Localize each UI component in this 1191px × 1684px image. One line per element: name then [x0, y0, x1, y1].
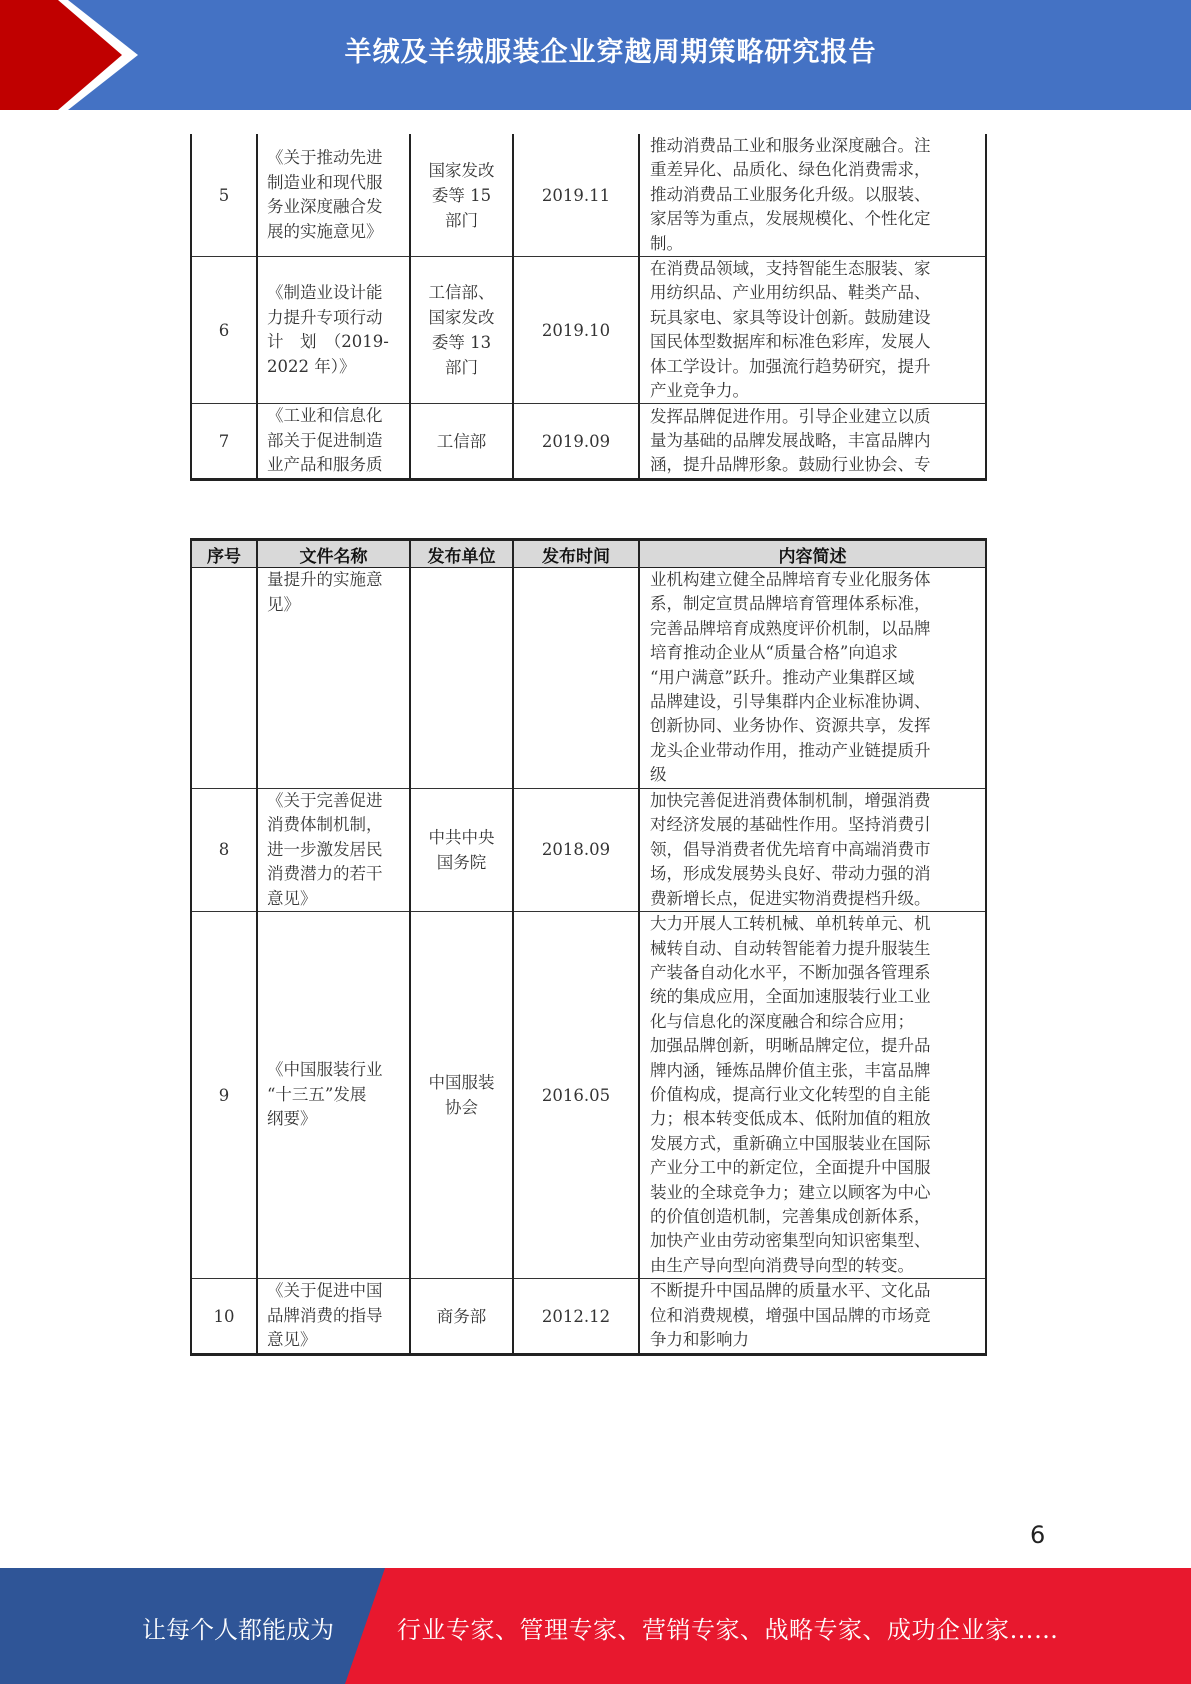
summary-line: 对经济发展的基础性作用。坚持消费引: [650, 815, 931, 835]
cell-summary: [639, 257, 986, 404]
table-row: [191, 404, 986, 480]
cell-date: 2019.11: [513, 134, 639, 257]
summary-line: 统的集成应用，全面加速服装行业工业: [650, 987, 931, 1007]
summary-line: 重差异化、品质化、绿色化消费需求，: [650, 160, 931, 180]
issuer-line: 国家发改: [428, 160, 495, 180]
summary-line: 加强品牌创新，明晰品牌定位，提升品: [650, 1036, 931, 1056]
summary-line: 培育推动企业从“质量合格”向追求: [650, 643, 898, 663]
cell-issuer: [410, 1279, 513, 1355]
summary-line: 龙头企业带动作用，推动产业链提质升: [650, 740, 931, 760]
cell-date: 2018.09: [513, 788, 639, 912]
summary-line: 争力和影响力: [650, 1330, 749, 1350]
summary-line: 系，制定宣贯品牌培育管理体系标准，: [650, 594, 931, 614]
summary-line: 品牌建设，引导集群内企业标准协调、: [650, 692, 931, 712]
document-name-line: 见》: [267, 594, 300, 614]
issuer-line: 国家发改: [428, 308, 495, 328]
document-name-line: 业产品和服务质: [267, 455, 383, 475]
cell-summary: [639, 788, 986, 912]
summary-line: 场，形成发展势头良好、带动力强的消: [650, 864, 931, 884]
document-name-line: 计 划 （2019-: [267, 332, 389, 352]
document-name-line: 务业深度融合发: [267, 197, 383, 217]
document-name-line: 《制造业设计能: [267, 283, 383, 303]
table-row: [191, 788, 986, 912]
cell-document-name: [257, 404, 410, 480]
policy-table: [190, 538, 987, 1356]
header-date: 发布时间: [513, 540, 639, 568]
cell-issuer: [410, 912, 513, 1279]
summary-line: 完善品牌培育成熟度评价机制，以品牌: [650, 618, 931, 638]
issuer-line: 工信部、: [428, 283, 495, 303]
summary-line: 产业分工中的新定位，全面提升中国服: [650, 1158, 931, 1178]
summary-line: 的价值创造机制，完善集成创新体系，: [650, 1207, 931, 1227]
header-unit: 发布单位: [410, 540, 513, 568]
summary-line: 大力开展人工转机械、单机转单元、机: [650, 914, 931, 934]
table-header-row: [191, 540, 986, 568]
summary-line: 量为基础的品牌发展战略，丰富品牌内: [650, 431, 931, 451]
summary-line: 加快产业由劳动密集型向知识密集型、: [650, 1231, 931, 1251]
cell-summary: [639, 134, 986, 257]
cell-issuer: [410, 257, 513, 404]
summary-line: 涵，提升品牌形象。鼓励行业协会、专: [650, 455, 931, 475]
document-name-line: 消费潜力的若干: [267, 864, 383, 884]
cell-document-name: [257, 568, 410, 789]
summary-line: 费新增长点，促进实物消费提档升级。: [650, 888, 931, 908]
summary-line: 推动消费品工业服务化升级。以服装、: [650, 184, 931, 204]
document-name-line: 《中国服装行业: [267, 1060, 383, 1080]
summary-line: 产业竞争力。: [650, 381, 749, 401]
document-name-line: 纲要》: [267, 1109, 317, 1129]
cell-date: 2016.05: [513, 912, 639, 1279]
summary-line: 用纺织品、产业用纺织品、鞋类产品、: [650, 283, 931, 303]
summary-line: 产装备自动化水平，不断加强各管理系: [650, 962, 931, 982]
cell-document-name: [257, 912, 410, 1279]
report-title: 羊绒及羊绒服装企业穿越周期策略研究报告: [344, 37, 877, 68]
header-desc: 内容简述: [639, 540, 986, 568]
summary-line: 不断提升中国品牌的质量水平、文化品: [650, 1281, 931, 1301]
issuer-line: 国务院: [436, 852, 487, 872]
table-row: [191, 134, 986, 257]
cell-num: 6: [191, 257, 257, 404]
issuer-line: 中国服装: [428, 1073, 495, 1093]
table-row: [191, 568, 986, 789]
summary-line: 械转自动、自动转智能着力提升服装生: [650, 938, 931, 958]
document-name-line: 《工业和信息化: [267, 406, 383, 426]
policy-table-continued: [190, 134, 987, 481]
header-num: 序号: [191, 540, 257, 568]
document-name-line: 《关于推动先进: [267, 148, 383, 168]
document-name-line: 品牌消费的指导: [267, 1305, 383, 1325]
summary-line: 业机构建立健全品牌培育专业化服务体: [650, 570, 931, 589]
summary-line: 发展方式，重新确立中国服装业在国际: [650, 1133, 931, 1153]
document-name-line: 进一步激发居民: [267, 839, 383, 859]
issuer-line: 工信部: [436, 431, 487, 451]
issuer-line: 委等 15: [431, 185, 492, 205]
summary-line: 牌内涵，锤炼品牌价值主张，丰富品牌: [650, 1060, 931, 1080]
summary-line: 玩具家电、家具等设计创新。鼓励建设: [650, 307, 931, 327]
document-name-line: “十三五”发展: [267, 1084, 367, 1104]
header-band: [0, 0, 1191, 110]
summary-line: 装业的全球竞争力；建立以顾客为中心: [650, 1182, 931, 1202]
cell-date: [513, 568, 639, 789]
footer-slogan-left: 让每个人都能成为: [142, 1616, 334, 1644]
table-row: [191, 1279, 986, 1355]
issuer-line: 中共中央: [428, 827, 495, 847]
table-row: [191, 257, 986, 404]
cell-date: 2012.12: [513, 1279, 639, 1355]
summary-line: 化与信息化的深度融合和综合应用；: [650, 1011, 914, 1031]
page-number: 6: [1030, 1521, 1046, 1549]
document-name-line: 《关于完善促进: [267, 790, 383, 810]
cell-num: 5: [191, 134, 257, 257]
summary-line: “用户满意”跃升。推动产业集群区域: [650, 667, 915, 687]
summary-line: 力；根本转变低成本、低附加值的粗放: [650, 1109, 931, 1129]
cell-summary: [639, 568, 986, 789]
summary-line: 位和消费规模，增强中国品牌的市场竞: [650, 1305, 931, 1325]
summary-line: 由生产导向型向消费导向型的转变。: [650, 1255, 914, 1275]
cell-num: [191, 568, 257, 789]
cell-num: 8: [191, 788, 257, 912]
cell-num: 10: [191, 1279, 257, 1355]
cell-issuer: [410, 788, 513, 912]
summary-line: 体工学设计。加强流行趋势研究，提升: [650, 356, 931, 376]
issuer-line: 部门: [445, 210, 478, 230]
cell-document-name: [257, 134, 410, 257]
cell-document-name: [257, 257, 410, 404]
document-name-line: 意见》: [267, 1330, 317, 1350]
issuer-line: 部门: [445, 358, 478, 378]
summary-line: 在消费品领域，支持智能生态服装、家: [650, 259, 931, 279]
summary-line: 价值构成，提高行业文化转型的自主能: [650, 1085, 931, 1104]
document-name-line: 量提升的实施意: [267, 570, 383, 589]
summary-line: 制。: [650, 233, 683, 253]
summary-line: 级: [650, 765, 667, 785]
document-name-line: 《关于促进中国: [267, 1281, 383, 1301]
document-name-line: 力提升专项行动: [267, 307, 383, 327]
cell-summary: [639, 404, 986, 480]
cell-date: 2019.10: [513, 257, 639, 404]
issuer-line: 委等 13: [431, 333, 492, 353]
footer-band: [0, 1568, 1191, 1684]
footer-slogan-right: 行业专家、管理专家、营销专家、战略专家、成功企业家……: [397, 1616, 1059, 1644]
header-name: 文件名称: [257, 540, 410, 568]
issuer-line: 协会: [445, 1098, 478, 1118]
cell-summary: [639, 1279, 986, 1355]
document-name-line: 消费体制机制，: [267, 815, 383, 835]
cell-date: 2019.09: [513, 404, 639, 480]
cell-issuer: [410, 568, 513, 789]
document-name-line: 2022 年）》: [267, 356, 356, 376]
cell-document-name: [257, 788, 410, 912]
summary-line: 国民体型数据库和标准色彩库，发展人: [650, 332, 931, 352]
summary-line: 领，倡导消费者优先培育中高端消费市: [650, 839, 931, 859]
issuer-line: 商务部: [436, 1306, 487, 1326]
cell-issuer: [410, 134, 513, 257]
cell-issuer: [410, 404, 513, 480]
document-name-line: 部关于促进制造: [267, 430, 383, 450]
document-name-line: 意见》: [267, 888, 317, 908]
summary-line: 发挥品牌促进作用。引导企业建立以质: [650, 406, 931, 426]
document-name-line: 展的实施意见》: [267, 221, 383, 241]
summary-line: 推动消费品工业和服务业深度融合。注: [650, 136, 931, 155]
table-row: [191, 912, 986, 1279]
summary-line: 创新协同、业务协作、资源共享，发挥: [650, 716, 931, 736]
summary-line: 加快完善促进消费体制机制，增强消费: [650, 790, 931, 810]
document-name-line: 制造业和现代服: [267, 172, 383, 192]
summary-line: 家居等为重点，发展规模化、个性化定: [650, 209, 931, 229]
cell-num: 9: [191, 912, 257, 1279]
cell-num: 7: [191, 404, 257, 480]
cell-summary: [639, 912, 986, 1279]
cell-document-name: [257, 1279, 410, 1355]
